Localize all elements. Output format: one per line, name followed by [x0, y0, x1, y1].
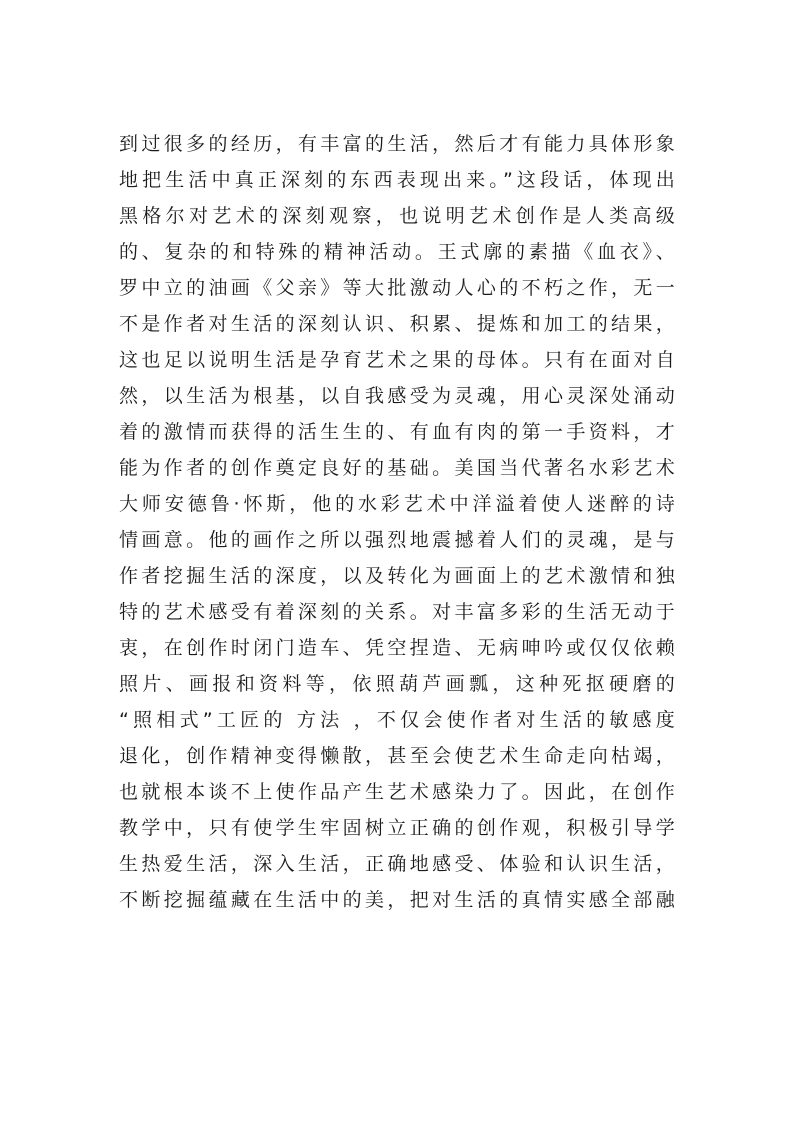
text-line: 罗中立的油画《父亲》等大批激动人心的不朽之作，无一	[119, 277, 675, 299]
text-line: 地把生活中真正深刻的东西表现出来。”这段话，体现出	[119, 169, 675, 191]
text-line: 黑格尔对艺术的深刻观察，也说明艺术创作是人类高级	[119, 205, 675, 227]
text-line: 作者挖掘生活的深度，以及转化为画面上的艺术激情和独	[119, 565, 675, 587]
text-line: 特的艺术感受有着深刻的关系。对丰富多彩的生活无动于	[119, 601, 675, 623]
text-line: 衷，在创作时闭门造车、凭空捏造、无病呻吟或仅仅依赖	[119, 637, 675, 659]
text-line: 照片、画报和资料等，依照葫芦画瓢，这种死抠硬磨的	[119, 673, 675, 695]
text-line: 不断挖掘蕴藏在生活中的美，把对生活的真情实感全部融	[119, 889, 675, 911]
text-line: 不是作者对生活的深刻认识、积累、提炼和加工的结果，	[119, 313, 675, 335]
text-line: 情画意。他的画作之所以强烈地震撼着人们的灵魂，是与	[119, 529, 675, 551]
text-line: 到过很多的经历，有丰富的生活，然后才有能力具体形象	[119, 133, 675, 155]
text-line: 教学中，只有使学生牢固树立正确的创作观，积极引导学	[119, 817, 675, 839]
text-line: 的、复杂的和特殊的精神活动。王式廓的素描《血衣》、	[119, 241, 675, 263]
text-line: 大师安德鲁·怀斯，他的水彩艺术中洋溢着使人迷醉的诗	[119, 493, 675, 515]
text-line: 也就根本谈不上使作品产生艺术感染力了。因此，在创作	[119, 781, 675, 803]
text-line: 能为作者的创作奠定良好的基础。美国当代著名水彩艺术	[119, 457, 675, 479]
text-line: 退化，创作精神变得懒散，甚至会使艺术生命走向枯竭，	[119, 745, 675, 767]
text-line: 这也足以说明生活是孕育艺术之果的母体。只有在面对自	[119, 349, 675, 371]
text-line: “照相式”工匠的 方法 ，不仅会使作者对生活的敏感度	[119, 709, 675, 731]
text-line: 然，以生活为根基，以自我感受为灵魂，用心灵深处涌动	[119, 385, 675, 407]
text-line: 着的激情而获得的活生生的、有血有肉的第一手资料，才	[119, 421, 675, 443]
text-line: 生热爱生活，深入生活，正确地感受、体验和认识生活，	[119, 853, 675, 875]
